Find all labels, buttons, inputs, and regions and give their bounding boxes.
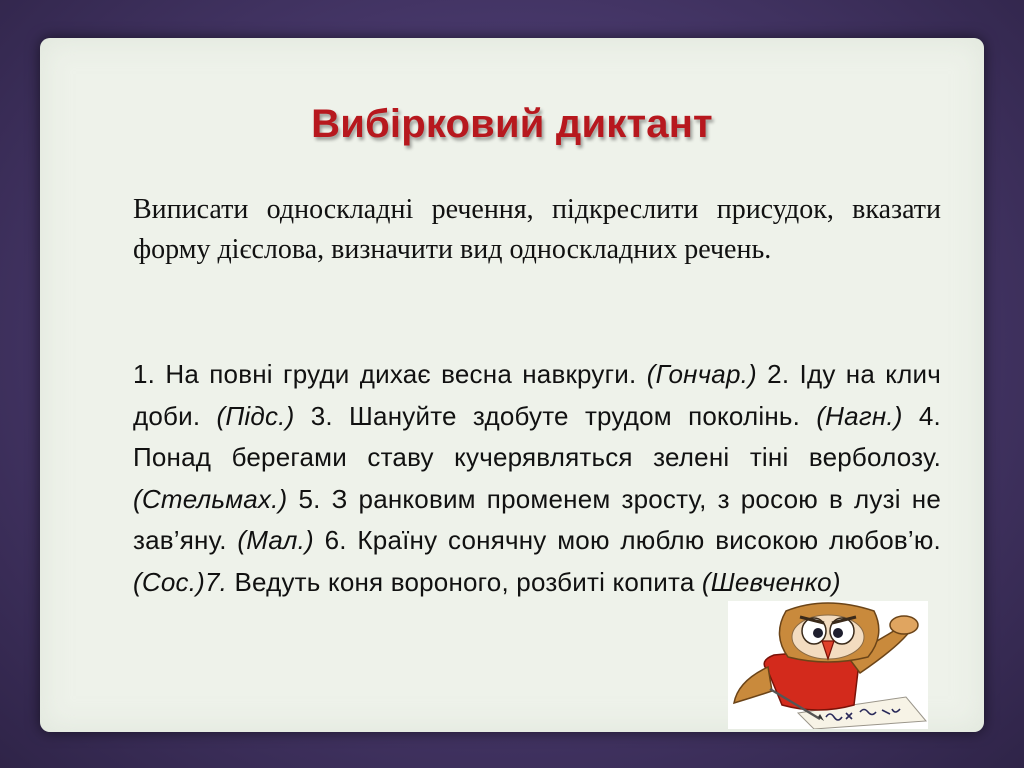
sentence-2-text: 2. Іду на клич доби. xyxy=(133,359,941,431)
owl-right-pupil xyxy=(833,628,843,638)
sentence-7-source: (Шевченко) xyxy=(701,566,841,597)
thinking-owl-writing-icon xyxy=(728,601,928,729)
owl-left-wing xyxy=(734,667,772,703)
owl-hand xyxy=(890,616,918,634)
sentence-1-text: 1. На повні груди дихає весна навкруги. xyxy=(133,359,647,389)
task-instructions: Виписати односкладні речення, підкреслити присудок, вказати форму дієслова, визначити вид односкладних речень. xyxy=(133,194,941,265)
sentence-6-text: 6. Країну сонячну мою люблю високою любов’ю. xyxy=(313,525,941,555)
sentence-6-source: (Сос.)7. xyxy=(133,566,228,597)
sentence-4-text: 4. Понад берегами ставу кучерявляться зелені тіні верболозу. xyxy=(133,400,941,472)
sentence-5-text: 5. З ранковим променем зросту, з росою в лузі не зав’яну. xyxy=(133,483,941,555)
sentence-1-source: (Гончар.) xyxy=(646,359,757,389)
sentence-2-source: (Підс.) xyxy=(216,400,295,431)
sentence-3-text: 3. Шануйте здобуте трудом поколінь. xyxy=(294,400,817,431)
slide-title: Вибірковий диктант xyxy=(311,102,713,146)
sentence-5-source: (Мал.) xyxy=(237,525,314,555)
sentence-4-source: (Стельмах.) xyxy=(133,483,288,514)
sentence-3-source: (Нагн.) xyxy=(816,400,903,431)
owl-left-pupil xyxy=(813,628,823,638)
exercise-sentences xyxy=(133,354,941,603)
sentence-7-text: Ведуть коня вороного, розбиті копита xyxy=(227,566,702,597)
